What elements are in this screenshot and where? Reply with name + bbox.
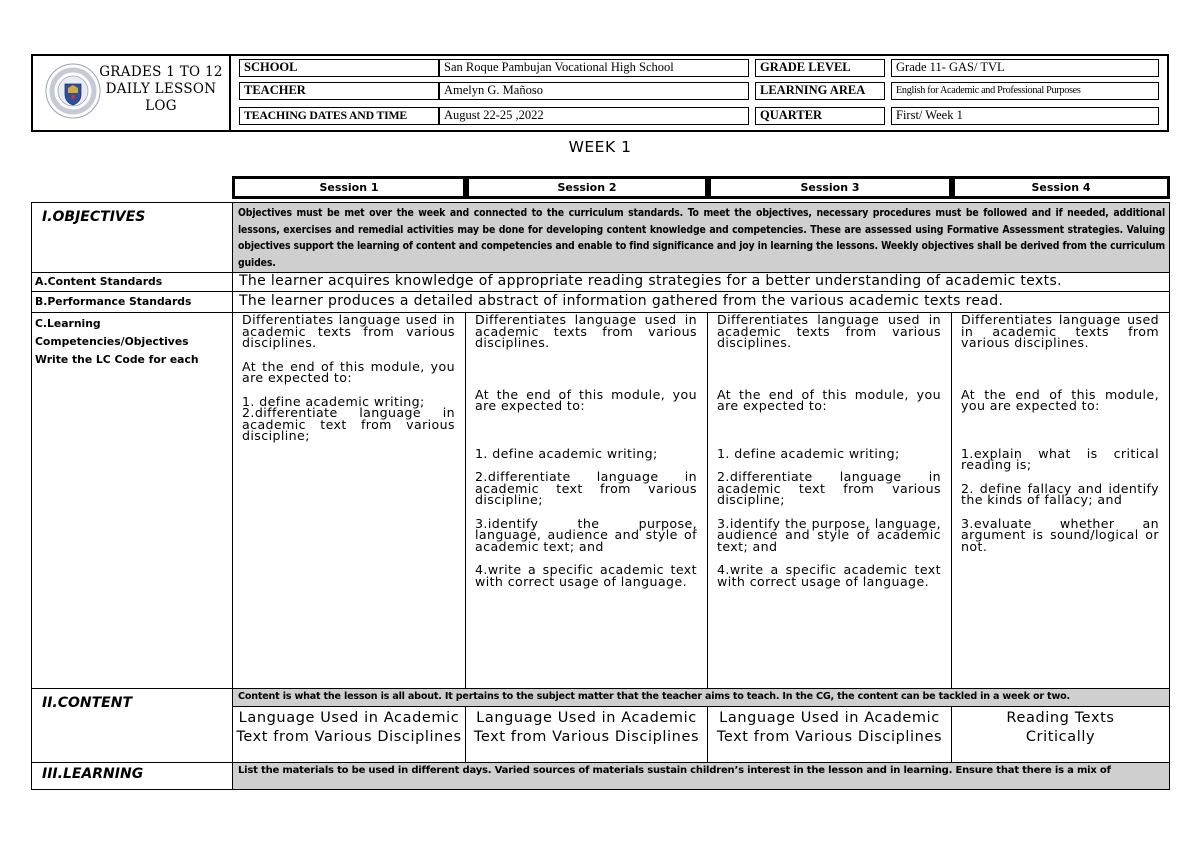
objectives-note-cell <box>232 202 1170 273</box>
performance-standards-label: B.Performance Standards <box>35 295 192 308</box>
content-topic-4: Reading Texts Critically <box>951 706 1170 763</box>
session-header: Session 1 <box>232 176 466 199</box>
objectives-label: I.OBJECTIVES <box>42 209 146 225</box>
school-value: San Roque Pambujan Vocational High School <box>439 59 749 77</box>
content-standards-label: A.Content Standards <box>35 275 163 288</box>
session-header: Session 3 <box>708 176 952 199</box>
lc-intro: Differentiates language used in academic texts from various disciplines. <box>242 312 455 350</box>
lc-expect: At the end of this module, you are expected to: <box>475 386 697 413</box>
lc-item: 1. define academic writing; <box>475 445 658 461</box>
lc-item: 2. define fallacy and identify the kinds of fallacy; and <box>961 480 1159 507</box>
log-title <box>89 64 233 115</box>
lc-expect: At the end of this module, you are expected to: <box>961 386 1159 413</box>
learning-note: List the materials to be used in different days. Varied sources of materials sustain children’s interest in the lesson and in learning. Ensure that there is a mix of <box>238 765 1111 776</box>
lc-item: 2.differentiate language in academic text from various discipline; <box>242 405 455 443</box>
content-topic-1: Language Used in Academic Text from Various Disciplines <box>232 706 466 763</box>
dates-label: TEACHING DATES AND TIME <box>239 107 439 125</box>
content-standards-cell <box>232 272 1170 292</box>
teacher-value: Amelyn G. Mañoso <box>439 82 749 100</box>
content-label-cell <box>31 688 233 763</box>
lc-item: 3.identify the purpose, language, audience and style of academic text; and <box>475 515 697 554</box>
log-title-line: LOG <box>145 98 177 114</box>
lc-session-2 <box>465 312 708 689</box>
performance-standards-cell <box>232 291 1170 313</box>
lc-label-line: Competencies/Objectives <box>35 335 189 348</box>
content-standards-text: The learner acquires knowledge of appropriate reading strategies for a better understanding of academic texts. <box>239 273 1062 289</box>
lc-item: 1. define academic writing; <box>717 445 900 461</box>
lc-item: 4.write a specific academic text with correct usage of language. <box>717 562 941 589</box>
quarter-value: First/ Week 1 <box>891 107 1159 125</box>
lc-intro: Differentiates language used in academic texts from various disciplines. <box>475 312 697 350</box>
week-title: WEEK 1 <box>568 138 632 156</box>
objectives-note: Objectives must be met over the week and connected to the curriculum standards. To meet the objectives, necessary procedures must be followed and if needed, additional lessons, exercises and remedial activities may be done for developing content knowledge and competencies. These are assessed using Formative Assessment strategies. Valuing objectives support the learning of content and competencies and enable to find significance and joy in learning the lessons. Weekly objectives shall be derived from the curriculum guides. <box>238 207 1165 269</box>
lc-item: 1. define academic writing; <box>242 393 425 409</box>
objectives-label-cell <box>31 202 233 273</box>
log-title-line: GRADES 1 TO 12 <box>99 64 223 80</box>
learning-label-cell <box>31 762 233 790</box>
content-label: II.CONTENT <box>42 695 133 711</box>
lc-session-3 <box>707 312 952 689</box>
lesson-grid <box>31 176 1172 792</box>
lc-item: 3.evaluate whether an argument is sound/logical or not. <box>961 515 1159 554</box>
performance-standards-label-cell <box>31 291 233 313</box>
lc-expect: At the end of this module, you are expected to: <box>242 358 455 385</box>
lc-label-line: Write the LC Code for each <box>35 353 199 366</box>
performance-standards-text: The learner produces a detailed abstract of information gathered from the various academic texts read. <box>239 293 1004 309</box>
lc-item: 4.write a specific academic text with correct usage of language. <box>475 562 697 589</box>
content-topic-2: Language Used in Academic Text from Various Disciplines <box>465 706 708 763</box>
session-header: Session 4 <box>952 176 1170 199</box>
logo-cell <box>33 56 231 130</box>
lc-item: 2.differentiate language in academic text from various discipline; <box>717 469 941 507</box>
lc-label <box>32 313 232 369</box>
lc-intro: Differentiates language used in academic texts from various disciplines. <box>961 312 1159 350</box>
learning-label: III.LEARNING <box>42 766 144 782</box>
content-note-cell <box>232 688 1170 707</box>
session-header: Session 2 <box>466 176 708 199</box>
area-label: LEARNING AREA <box>755 82 885 100</box>
header-block <box>31 54 1169 132</box>
content-note: Content is what the lesson is all about. It pertains to the subject matter that the teacher aims to teach. In the CG, the content can be tackled in a week or two. <box>238 691 1070 702</box>
area-value: English for Academic and Professional Purposes <box>891 82 1159 100</box>
lc-session-4 <box>951 312 1170 689</box>
lc-item: 2.differentiate language in academic text from various discipline; <box>475 469 697 507</box>
log-title-line: DAILY LESSON <box>105 81 217 97</box>
teacher-label: TEACHER <box>239 82 439 100</box>
content-standards-label-cell <box>31 272 233 292</box>
grade-value: Grade 11- GAS/ TVL <box>891 59 1159 77</box>
lc-session-1 <box>232 312 466 689</box>
learning-note-cell <box>232 762 1170 790</box>
lc-label-line: C.Learning <box>35 317 101 330</box>
lc-item: 3.identify the purpose, language, audience and style of academic text; and <box>717 515 941 554</box>
lc-label-cell <box>31 312 233 689</box>
lc-expect: At the end of this module, you are expected to: <box>717 386 941 413</box>
quarter-label: QUARTER <box>755 107 885 125</box>
grade-label: GRADE LEVEL <box>755 59 885 77</box>
lc-item: 1.explain what is critical reading is; <box>961 445 1159 472</box>
dates-value: August 22-25 ,2022 <box>439 107 749 125</box>
lc-intro: Differentiates language used in academic texts from various disciplines. <box>717 312 941 350</box>
content-topic-3: Language Used in Academic Text from Various Disciplines <box>707 706 952 763</box>
school-label: SCHOOL <box>239 59 439 77</box>
